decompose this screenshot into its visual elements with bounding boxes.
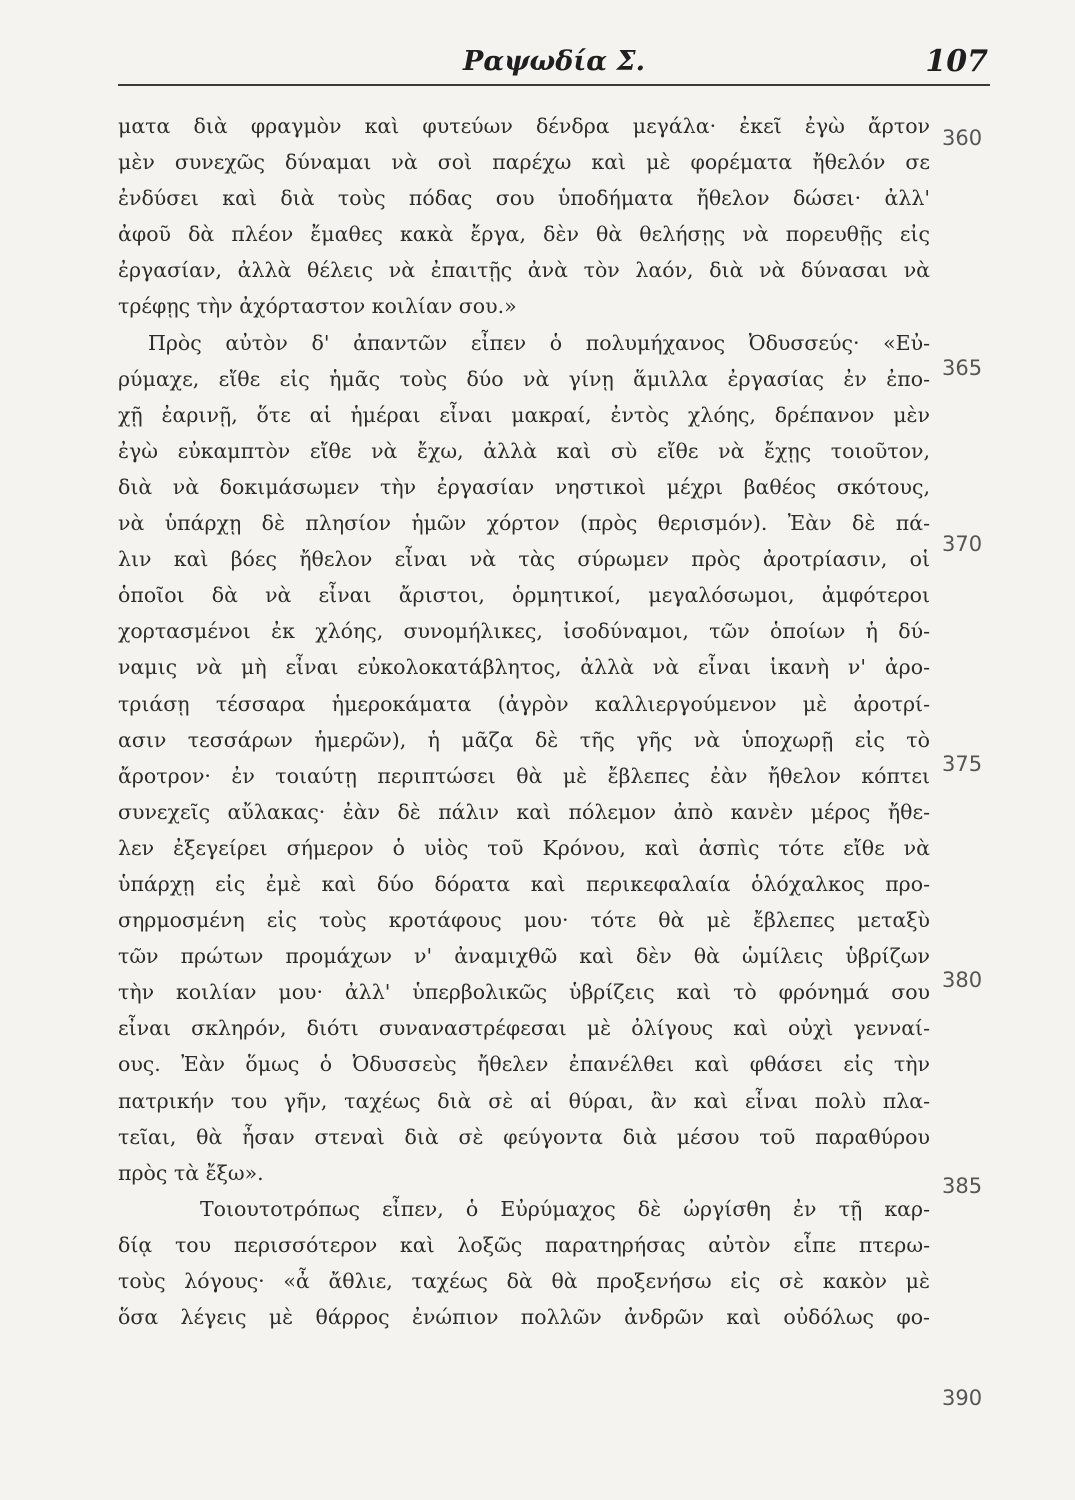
text-line: ασιν τεσσάρων ἡμερῶν), ἡ μᾶζα δὲ τῆς γῆς νὰ ὑποχωρῇ εἰς τὸ [118,727,930,752]
text-line: χῇ ἐαρινῇ, ὅτε αἱ ἡμέραι εἶναι μακραί, ἐντὸς χλόης, δρέπανον μὲν [118,402,930,427]
verse-line-number: 380 [942,968,983,992]
text-line: Πρὸς αὐτὸν δ' ἀπαντῶν εἶπεν ὁ πολυμήχανος Ὀδυσσεύς· «Εὐ- [148,330,930,355]
text-line: ὅσα λέγεις μὲ θάρρος ἐνώπιον πολλῶν ἀνδρῶν καὶ οὐδόλως φο- [118,1305,930,1330]
body-text [118,108,930,1335]
verse-line-number: 375 [942,752,983,776]
header-rule [118,84,990,86]
text-line: χορτασμένοι ἐκ χλόης, συνομήλικες, ἰσοδύναμοι, τῶν ὁποίων ἡ δύ- [118,619,930,644]
text-line: δίᾳ του περισσότερον καὶ λοξῶς παρατηρήσας αὐτὸν εἶπε πτερω- [118,1232,930,1257]
verse-line-number: 385 [942,1174,983,1198]
text-line: ἐργασίαν, ἀλλὰ θέλεις νὰ ἐπαιτῇς ἀνὰ τὸν λαόν, διὰ νὰ δύνασαι νὰ [118,258,930,283]
text-line: ους. Ἐὰν ὅμως ὁ Ὀδυσσεὺς ἤθελεν ἐπανέλθει καὶ φθάσει εἰς τὴν [118,1052,930,1077]
text-line: εἶναι σκληρόν, διότι συναναστρέφεσαι μὲ ὀλίγους καὶ οὐχὶ γενναί- [118,1016,930,1041]
text-line: ναμις νὰ μὴ εἶναι εὐκολοκατάβλητος, ἀλλὰ νὰ εἶναι ἱκανὴ ν' ἀρο- [118,655,930,680]
text-line: ματα διὰ φραγμὸν καὶ φυτεύων δένδρα μεγάλα· ἐκεῖ ἐγὼ ἄρτον [118,114,930,138]
text-line: ὁποῖοι δὰ νὰ εἶναι ἄριστοι, ὁρμητικοί, μεγαλόσωμοι, ἀμφότεροι [118,583,930,608]
text-line: ὑπάρχῃ εἰς ἐμὲ καὶ δύο δόρατα καὶ περικεφαλαία ὁλόχαλκος προ- [118,871,930,896]
text-line: μὲν συνεχῶς δύναμαι νὰ σοὶ παρέχω καὶ μὲ φορέματα ἤθελόν σε [118,150,930,175]
text-line: τρέφῃς τὴν ἀχόρταστον κοιλίαν σου.» [118,294,517,319]
text-line: συνεχεῖς αὔλακας· ἐὰν δὲ πάλιν καὶ πόλεμον ἀπὸ κανὲν μέρος ἤθε- [118,799,930,824]
verse-line-number: 390 [942,1386,983,1410]
text-line: πρὸς τὰ ἔξω». [118,1160,264,1185]
text-line: ἐγὼ εὐκαμπτὸν εἴθε νὰ ἔχω, ἀλλὰ καὶ σὺ εἴθε νὰ ἔχῃς τοιοῦτον, [118,438,930,463]
text-line: τριάσῃ τέσσαρα ἡμεροκάματα (ἀγρὸν καλλιεργούμενον μὲ ἀροτρί- [118,691,930,716]
text-line: τεῖαι, θὰ ἦσαν στεναὶ διὰ σὲ φεύγοντα διὰ μέσου τοῦ παραθύρου [118,1124,930,1149]
text-line: ἐνδύσει καὶ διὰ τοὺς πόδας σου ὑποδήματα ἤθελον δώσει· ἀλλ' [118,186,930,211]
text-line: διὰ νὰ δοκιμάσωμεν τὴν ἐργασίαν νηστικοὶ μέχρι βαθέος σκότους, [118,474,930,499]
page-number: 107 [925,44,988,79]
text-line: νὰ ὑπάρχῃ δὲ πλησίον ἡμῶν χόρτον (πρὸς θερισμόν). Ἐὰν δὲ πά- [118,511,930,536]
text-line: τὴν κοιλίαν μου· ἀλλ' ὑπερβολικῶς ὑβρίζεις καὶ τὸ φρόνημά σου [118,980,930,1005]
text-line: λεν ἐξεγείρει σήμερον ὁ υἱὸς τοῦ Κρόνου, καὶ ἀσπὶς τότε εἴθε νὰ [118,835,930,860]
page-header [118,40,990,86]
verse-line-number: 370 [942,532,983,556]
text-line: σηρμοσμένη εἰς τοὺς κροτάφους μου· τότε θὰ μὲ ἔβλεπες μεταξὺ [118,908,930,933]
text-line: ρύμαχε, εἴθε εἰς ἡμᾶς τοὺς δύο νὰ γίνῃ ἅμιλλα ἐργασίας ἐν ἐπο- [118,366,930,391]
text-line: Τοιουτοτρόπως εἶπεν, ὁ Εὐρύμαχος δὲ ὠργίσθη ἐν τῇ καρ- [200,1196,930,1221]
text-line: τῶν πρώτων προμάχων ν' ἀναμιχθῶ καὶ δὲν θὰ ὡμίλεις ὑβρίζων [118,944,930,969]
verse-line-number: 365 [942,356,983,380]
text-line: τοὺς λόγους· «ἆ ἄθλιε, ταχέως δὰ θὰ προξενήσω εἰς σὲ κακὸν μὲ [118,1269,930,1293]
running-title: Ραψωδία Σ. [463,46,645,77]
text-line: πατρικήν του γῆν, ταχέως διὰ σὲ αἱ θύραι, ἂν καὶ εἶναι πολὺ πλα- [118,1088,930,1113]
text-line: λιν καὶ βόες ἤθελον εἶναι νὰ τὰς σύρωμεν πρὸς ἀροτρίασιν, οἱ [118,547,930,572]
verse-line-number: 360 [942,126,983,150]
text-line: ἀφοῦ δὰ πλέον ἔμαθες κακὰ ἔργα, δὲν θὰ θελήσῃς νὰ πορευθῇς εἰς [118,222,930,247]
text-line: ἄροτρον· ἐν τοιαύτῃ περιπτώσει θὰ μὲ ἔβλεπες ἐὰν ἤθελον κόπτει [118,763,930,788]
